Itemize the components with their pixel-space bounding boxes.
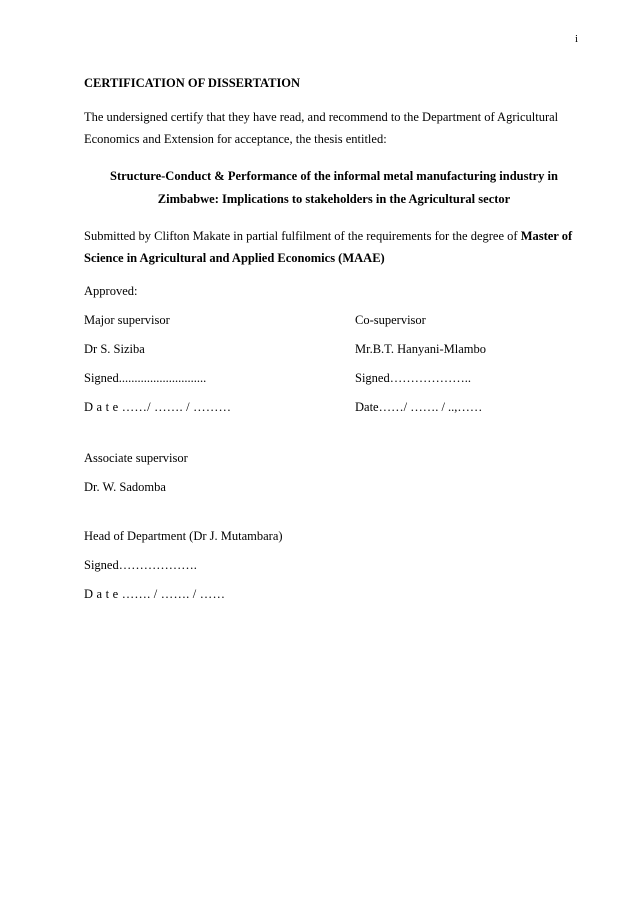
approved-label: Approved: bbox=[84, 284, 138, 298]
co-supervisor-name: Mr.B.T. Hanyani-Mlambo bbox=[355, 342, 486, 356]
co-supervisor-date-line: Date……/ ……. / ..,…… bbox=[355, 400, 483, 414]
spacer bbox=[84, 429, 584, 451]
major-supervisor-date-line: D a t e ……/ ……. / ……… bbox=[84, 400, 232, 414]
associate-supervisor-role: Associate supervisor bbox=[84, 451, 188, 465]
degree-name: Master of Science in Agricultural and Applied Economics (MAAE) bbox=[84, 229, 573, 265]
major-supervisor-role: Major supervisor bbox=[84, 313, 170, 327]
supervisor-role-row bbox=[84, 313, 584, 342]
supervisor-name-row bbox=[84, 342, 584, 371]
submission-paragraph bbox=[84, 225, 584, 269]
thesis-title-line-1: Structure-Conduct & Performance of the informal metal manufacturing industry in bbox=[110, 169, 558, 183]
supervisor-date-row bbox=[84, 400, 584, 429]
co-supervisor-signature-line: Signed……………….. bbox=[355, 371, 471, 385]
thesis-title bbox=[84, 165, 584, 211]
major-supervisor-name: Dr S. Siziba bbox=[84, 342, 145, 356]
head-of-department-role: Head of Department (Dr J. Mutambara) bbox=[84, 529, 283, 543]
intro-paragraph: The undersigned certify that they have read, and recommend to the Department of Agricultural Economics and Extension for acceptance, the thesis entitled: bbox=[84, 110, 559, 146]
major-supervisor-signature-line: Signed............................ bbox=[84, 371, 207, 385]
head-of-department-signature-line: Signed………………. bbox=[84, 558, 197, 572]
certification-page bbox=[84, 76, 584, 616]
associate-supervisor-name: Dr. W. Sadomba bbox=[84, 480, 166, 494]
co-supervisor-role: Co-supervisor bbox=[355, 313, 426, 327]
page-number: i bbox=[574, 33, 578, 45]
supervisor-signed-row bbox=[84, 371, 584, 400]
page-title: CERTIFICATION OF DISSERTATION bbox=[84, 76, 301, 90]
spacer bbox=[84, 509, 584, 529]
submission-text: Submitted by Clifton Makate in partial fulfilment of the requirements for the degree of bbox=[84, 229, 521, 243]
head-of-department-date-line: D a t e ……. / ……. / …… bbox=[84, 587, 226, 601]
thesis-title-line-2: Zimbabwe: Implications to stakeholders in the Agricultural sector bbox=[157, 192, 511, 206]
